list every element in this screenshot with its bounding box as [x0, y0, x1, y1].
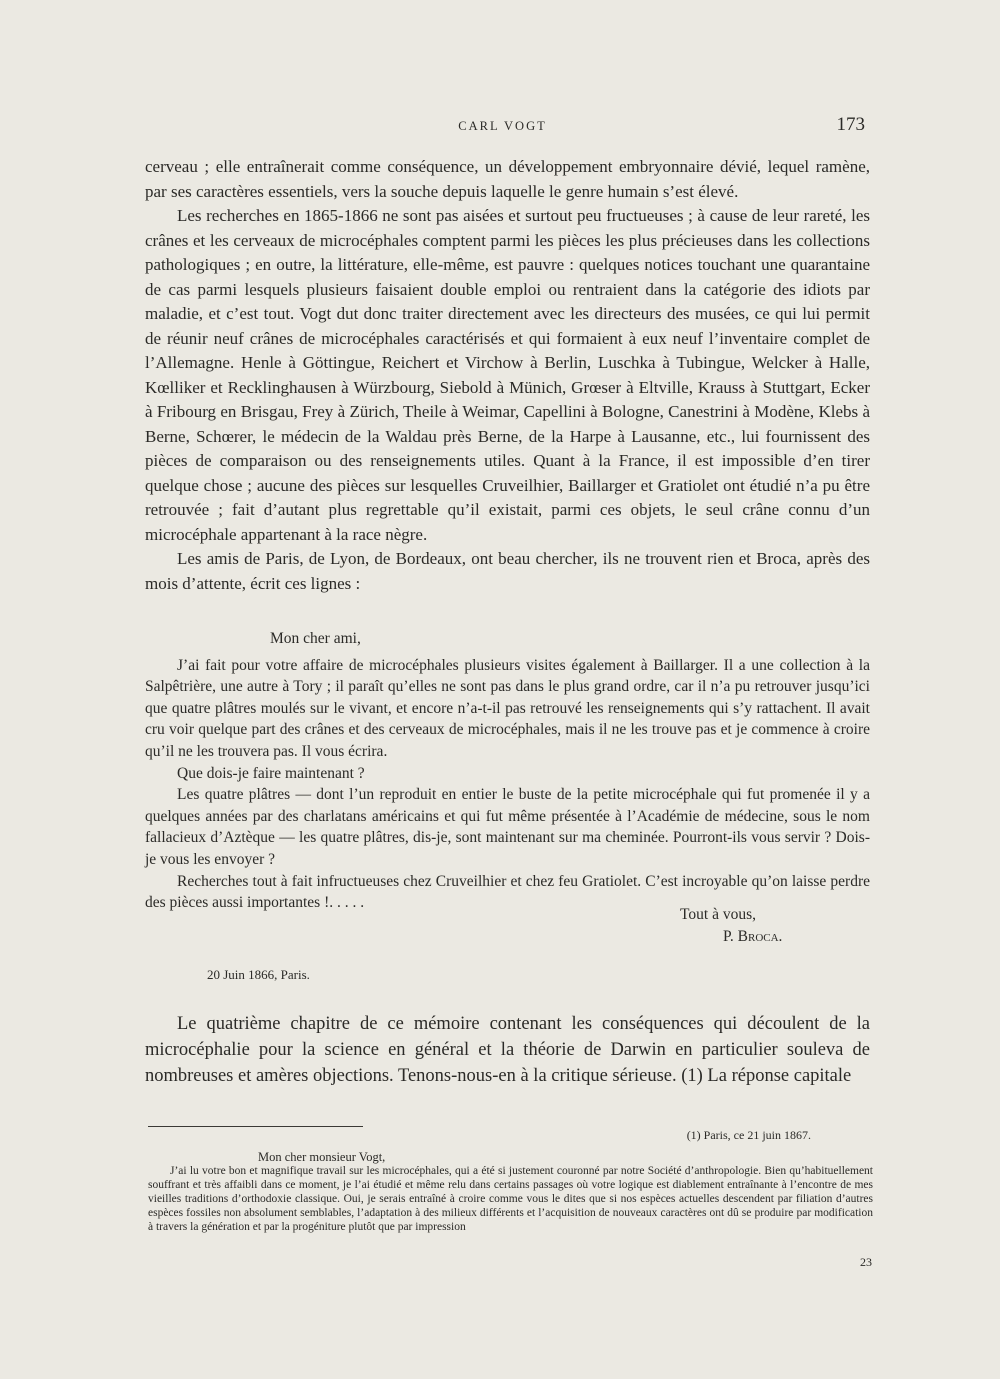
letter-salutation: Mon cher ami, — [270, 630, 361, 647]
paragraph-1: cerveau ; elle entraînerait comme conséquence, un développement embryonnaire dévié, lequel ramène, par ses caractères essentiels, vers la souche depuis laquelle le genre humain s’est élevé. — [145, 157, 870, 201]
footnote-rule — [148, 1126, 363, 1127]
signature-text: P. Broca. — [723, 927, 783, 945]
closing-paragraph: Le quatrième chapitre de ce mémoire contenant les conséquences qui découlent de la microcéphalie pour la science en général et la théorie de Darwin en particulier souleva de nombreuses et amères objections. Tenons-nous-en à la critique sérieuse. (1) La réponse capitale — [145, 1014, 870, 1087]
main-text — [145, 155, 870, 1089]
running-head — [140, 116, 865, 136]
page-number: 173 — [836, 114, 865, 135]
signoff-text: Tout à vous, — [680, 905, 756, 923]
letter-signoff — [145, 905, 870, 956]
running-title: CARL VOGT — [458, 119, 547, 133]
signature-mark: 23 — [860, 1255, 872, 1269]
letter-paragraph-2: Que dois-je faire maintenant ? — [177, 764, 365, 782]
footnote-mark: (1) Paris, ce 21 juin 1867. — [686, 1128, 811, 1142]
letter-paragraph-3: Les quatre plâtres — dont l’un reproduit en entier le buste de la petite microcéphale qui fut promenée il y a quelques années par des charlatans américains et qui fut même présentée à l’Académie de médecine, sous le nom fallacieux d’Aztèque — les quatre plâtres, dis-je, sont maintenant sur ma cheminée. Pourront-ils vous servir ? Dois-je vous les envoyer ? — [145, 786, 870, 868]
footnote-text: J’ai lu votre bon et magnifique travail sur les microcéphales, qui a été si justement couronné par notre Société d’anthropologie. Bien qu’habituellement souffrant et très affaibli dans ce moment, je l’ai étudié et même relu dans certains passages où votre logique est diablement entraînante à l’encontre de mes vieilles traditions d’orthodoxie classique. Oui, je serais entraîné à croire comme vous le dites que si nos espèces actuelles descendent par filiation d’autres espèces fossiles non absolument semblables, l’adaptation à des milieux différents et l’acquisition de nouveaux caractères ont dû se produire par modification à travers la génération et par la progéniture plutôt que par impression — [148, 1165, 873, 1233]
paragraph-3: Les amis de Paris, de Lyon, de Bordeaux, ont beau chercher, ils ne trouvent rien et Broca, après des mois d’attente, écrit ces lignes : — [145, 549, 870, 593]
letter-dateline: 20 Juin 1866, Paris. — [207, 966, 310, 982]
footnote-salutation: Mon cher monsieur Vogt, — [258, 1150, 386, 1164]
footnote — [148, 1128, 873, 1234]
letter-paragraph-4: Recherches tout à fait infructueuses chez Cruveilhier et chez feu Gratiolet. C’est incroyable qu’on laisse perdre des pièces aussi importantes !. . . . . — [145, 872, 870, 912]
quoted-letter — [145, 628, 870, 985]
paragraph-2: Les recherches en 1865-1866 ne sont pas aisées et surtout peu fructueuses ; à cause de leur rareté, les crânes et les cerveaux de microcéphales comptent parmi les pièces les plus précieuses dans les collections pathologiques ; en outre, la littérature, elle-même, est pauvre : quelques notices touchant une quarantaine de cas parmi lesquels plusieurs faisaient double emploi ou rentraient dans la catégorie des idiots par maladie, et c’est tout. Vogt dut donc traiter directement avec les directeurs des musées, ce qui lui permit de réunir neuf crânes de microcéphales caractérisés et qui formaient à eux neuf l’inventaire complet de l’Allemagne. Henle à Göttingue, Reichert et Virchow à Berlin, Luschka à Tubingue, Welcker à Halle, Kœlliker et Recklinghausen à Würzbourg, Siebold à Münich, Grœser à Eltville, Krauss à Stuttgart, Ecker à Fribourg en Brisgau, Frey à Zürich, Theile à Weimar, Capellini à Bologne, Canestrini à Modène, Klebs à Berne, Schœrer, le médecin de la Waldau près Berne, de la Harpe à Lausanne, etc., lui fournissent des pièces de comparaison ou des renseignements utiles. Quant à la France, il est impossible d’en tirer quelque chose ; aucune des pièces sur lesquelles Cruveilhier, Baillarger et Gratiolet ont étudié n’a pu être retrouvée ; fait d’autant plus regrettable qu’il existait, parmi ces objets, le seul crâne connu d’un microcéphale appartenant à la race nègre. — [145, 206, 870, 544]
letter-paragraph-1: J’ai fait pour votre affaire de microcéphales plusieurs visites également à Baillarger. Il a une collection à la Salpêtrière, une autre à Tory ; il paraît qu’elles ne sont pas dans le plus grand ordre, car il n’a pu retrouver jusqu’ici que quatre plâtres moulés sur le vivant, et encore n’a-t-il pas retrouvé les renseignements qui s’y rattachent. Il avait cru voir quelque part des crânes et des cerveaux de microcéphales, mais il ne les trouve pas et je commence à croire qu’il ne les trouvera pas. Il vous écrira. — [145, 656, 870, 760]
